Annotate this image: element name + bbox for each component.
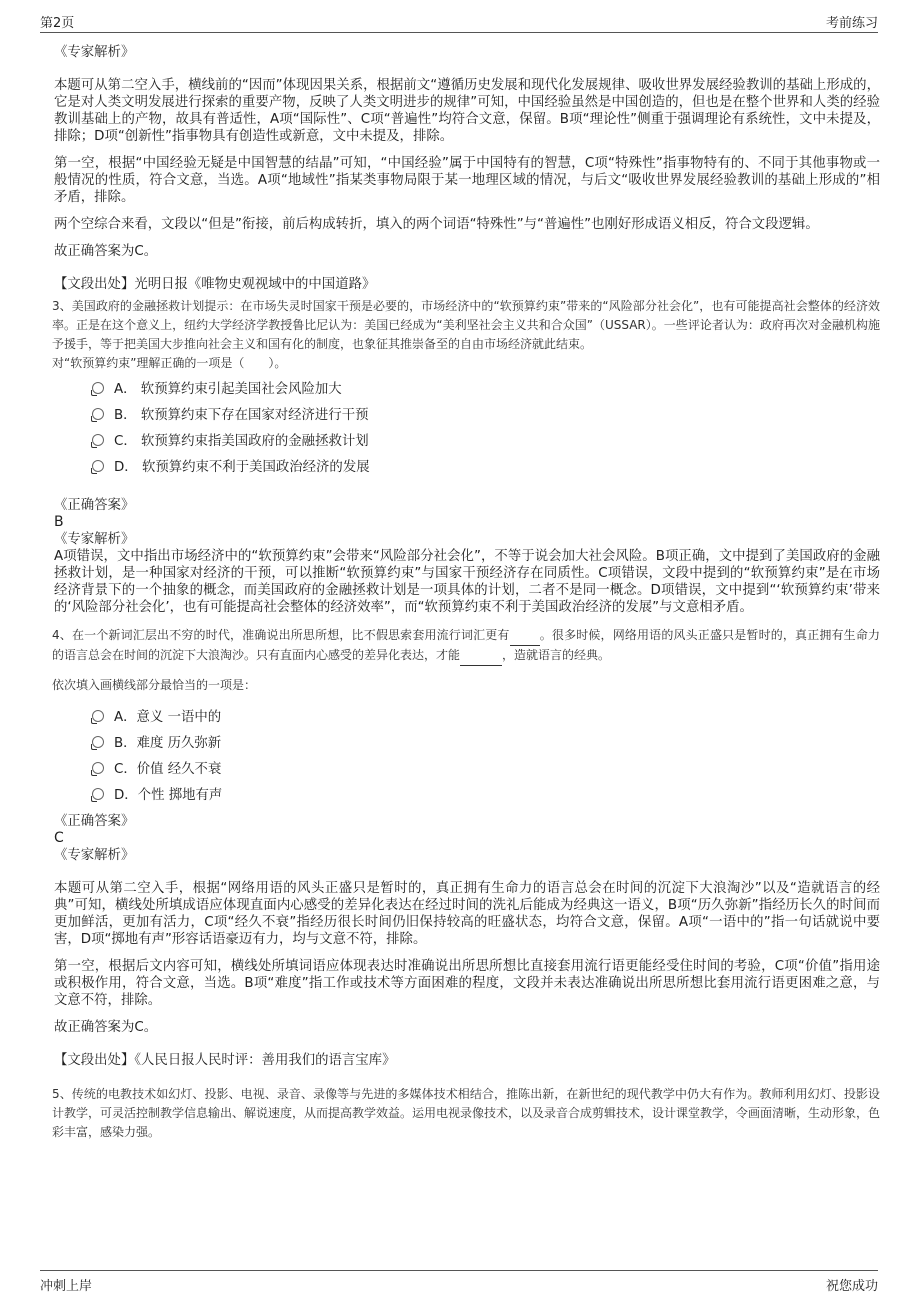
analysis-paragraph: 两个空综合来看，文段以“但是”衔接，前后构成转折，填入的两个词语“特殊性”与“普遍性”也刚好形成语义相反，符合文段逻辑。: [54, 217, 819, 232]
question-5: [52, 1085, 880, 1142]
option-a[interactable]: [92, 705, 880, 731]
radio-icon[interactable]: [92, 788, 104, 800]
option-label: A．意义 一语中的: [114, 710, 222, 725]
question-stem: 3、美国政府的金融拯救计划提示：在市场失灵时国家干预是必要的，市场经济中的“软预算约束”带来的“风险部分社会化”，也有可能提高社会整体的经济效率。正是在这个意义上，纽约大学经济学教授鲁比尼认为：美国已经成为“美利坚社会主义共和合众国”（USSAR）。一些评论者认为：政府再次对金融机构施予援手，等于把美国大步推向社会主义和国有化的制度，也象征其推崇备至的自由市场经济就此结束。: [52, 299, 880, 351]
analysis-paragraph: 第一空，根据“中国经验无疑是中国智慧的结晶”可知，“中国经验”属于中国特有的智慧，C项“特殊性”指事物特有的、不同于其他事物或一般情况的性质，符合文意，当选。A项“地域性”指某类事物局限于某一地理区域的情况，与后文“吸收世界发展经验教训的基础上形成的”相矛盾，排除。: [54, 156, 880, 205]
expert-analysis-label: 《专家解析》: [54, 45, 135, 60]
radio-icon[interactable]: [92, 408, 104, 420]
fill-blank: [510, 626, 540, 646]
radio-icon[interactable]: [92, 434, 104, 446]
option-label: B．难度 历久弥新: [114, 736, 222, 751]
page-header: [40, 10, 878, 33]
source-citation: 【文段出处】《人民日报人民时评：善用我们的语言宝库》: [54, 1053, 396, 1068]
header-title: 考前练习: [825, 16, 878, 31]
fill-blank: [460, 646, 502, 666]
radio-icon[interactable]: [92, 710, 104, 722]
radio-icon[interactable]: [92, 460, 104, 472]
document-body: [54, 44, 880, 1142]
expert-analysis-label: 《专家解析》: [54, 532, 135, 547]
expert-analysis-label: 《专家解析》: [54, 848, 135, 863]
radio-icon[interactable]: [92, 382, 104, 394]
option-d[interactable]: [92, 455, 880, 481]
question-stem: 4、在一个新词汇层出不穷的时代，准确说出所思所想，比不假思索套用流行词汇更有 。很多时候，网络用语的风头正盛只是暂时的，真正拥有生命力的语言总会在时间的沉淀下大浪淘沙。只有直面内心感受的差异化表达，才能 ，造就语言的经典。: [52, 626, 880, 666]
question-stem: 5、传统的电教技术如幻灯、投影、电视、录音、录像等与先进的多媒体技术相结合，推陈出新，在新世纪的现代教学中仍大有作为。教师利用幻灯、投影设计教学，可灵活控制教学信息输出、解说速度，从而提高教学效益。运用电视录像技术，以及录音合成剪辑技术，设计课堂教学，令画面清晰，生动形象，色彩丰富，感染力强。: [52, 1087, 881, 1139]
option-label: D． 软预算约束不利于美国政治经济的发展: [114, 460, 370, 475]
option-label: B． 软预算约束下存在国家对经济进行干预: [114, 408, 369, 423]
question-ask: 对“软预算约束”理解正确的一项是（ ）。: [52, 356, 287, 370]
option-c[interactable]: [92, 757, 880, 783]
correct-answer-label: 《正确答案》: [54, 814, 135, 829]
option-label: C．价值 经久不衰: [114, 762, 222, 777]
question-3: [52, 297, 880, 373]
correct-answer-label: 《正确答案》: [54, 498, 135, 513]
question-ask: 依次填入画横线部分最恰当的一项是：: [52, 678, 257, 692]
option-d[interactable]: [92, 783, 880, 809]
radio-icon[interactable]: [92, 762, 104, 774]
option-a[interactable]: [92, 377, 880, 403]
source-citation: 【文段出处】光明日报《唯物史观视域中的中国道路》: [54, 277, 376, 292]
page-number: 第2页: [40, 16, 75, 31]
option-b[interactable]: [92, 403, 880, 429]
option-c[interactable]: [92, 429, 880, 455]
option-label: C． 软预算约束指美国政府的金融拯救计划: [114, 434, 369, 449]
page-footer: [40, 1270, 878, 1299]
correct-answer: B: [54, 514, 64, 530]
footer-right-text: 祝您成功: [825, 1279, 878, 1294]
answer-conclusion: 故正确答案为C。: [54, 244, 158, 259]
footer-left-text: 冲刺上岸: [40, 1279, 93, 1294]
option-label: D．个性 掷地有声: [114, 788, 223, 803]
question-4: [52, 626, 880, 695]
option-label: A． 软预算约束引起美国社会风险加大: [114, 382, 342, 397]
option-b[interactable]: [92, 731, 880, 757]
correct-answer: C: [54, 830, 64, 846]
analysis-paragraph: 本题可从第二空入手，根据“网络用语的风头正盛只是暂时的，真正拥有生命力的语言总会在时间的沉淀下大浪淘沙”以及“造就语言的经典”可知，横线处所填成语应体现直面内心感受的差异化表达在经过时间的洗礼后能成为经典这一语义，B项“历久弥新”指经历长久的时间而更加鲜活，更加有活力，C项“经久不衰”指经历很长时间仍旧保持较高的旺盛状态，均符合文意，保留。A项“一语中的”指一句话就说中要害，D项“掷地有声”形容话语豪迈有力，均与文意不符，排除。: [54, 881, 880, 947]
analysis-paragraph: A项错误，文中指出市场经济中的“软预算约束”会带来“风险部分社会化”，不等于说会加大社会风险。B项正确，文中提到了美国政府的金融拯救计划，是一种国家对经济的干预，可以推断“软预算约束”与国家干预经济存在同质性。C项错误，文段中提到的“软预算约束”是在市场经济背景下的一个抽象的概念，而美国政府的金融拯救计划是一项具体的计划，二者不是同一概念。D项错误，文中提到“‘软预算约束’带来的‘风险部分社会化’，也有可能提高社会整体的经济效率”，而“软预算约束不利于美国政治经济的发展”与文意相矛盾。: [54, 549, 880, 615]
radio-icon[interactable]: [92, 736, 104, 748]
analysis-paragraph: 第一空，根据后文内容可知，横线处所填词语应体现表达时准确说出所思所想比直接套用流行语更能经受住时间的考验，C项“价值”指用途或积极作用，符合文意，当选。B项“难度”指工作或技术等方面困难的程度，文段并未表达准确说出所思所想比套用流行语更困难之意，与文意不符，排除。: [54, 959, 880, 1008]
answer-conclusion: 故正确答案为C。: [54, 1020, 158, 1035]
analysis-paragraph: 本题可从第二空入手，横线前的“因而”体现因果关系，根据前文“遵循历史发展和现代化发展规律、吸收世界发展经验教训的基础上形成的，它是对人类文明发展进行探索的重要产物，反映了人类文明进步的规律”可知，中国经验虽然是中国创造的，但也是在整个世界和人类的经验教训基础上的产物，故具有普适性，A项“国际性”、C项“普遍性”均符合文意，保留。B项“理论性”侧重于强调理论有系统性，文中未提及，排除；D项“创新性”指事物具有创造性或新意，文中未提及，排除。: [54, 78, 880, 144]
